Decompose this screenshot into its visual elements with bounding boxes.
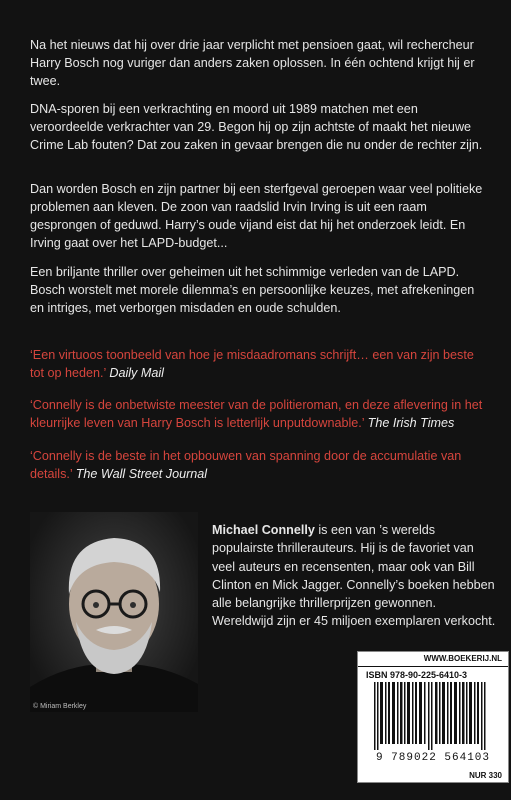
author-photo (30, 512, 198, 712)
barcode-digits: 9 789022 564103 (375, 752, 491, 764)
blurb-paragraph-1: Na het nieuws dat hij over drie jaar verplicht met pensioen gaat, wil rechercheur Harry Bosch nog vuriger dan anders zaken oplossen. In één ochtend krijgt hij er twee. (30, 38, 475, 88)
review-quote-1 (30, 346, 490, 382)
publisher-url: WWW.BOEKERIJ.NL (358, 652, 508, 667)
review-quote-3 (30, 447, 490, 483)
quote-source: Daily Mail (109, 366, 164, 380)
blurb-paragraph-2: DNA-sporen bij een verkrachting en moord uit 1989 matchen met een veroordeelde verkrachter van 29. Begon hij op zijn achtste of maakt het nieuwe Crime Lab fouten? Dat zou zaken in gevaar brengen die nu onder de rechter zijn. (30, 102, 483, 152)
quote-text: ‘Connelly is de onbetwiste meester van de politieroman, en deze aflevering in het kleurrijke leven van Harry Bosch is letterlijk unputdownable.’ (30, 398, 483, 430)
quote-text: ‘Connelly is de beste in het opbouwen van spanning door de accumulatie van details.’ (30, 449, 462, 481)
isbn-text: ISBN 978-90-225-6410-3 (366, 670, 468, 680)
blurb-paragraph-3: Dan worden Bosch en zijn partner bij een sterfgeval geroepen waar veel politieke problemen aan kleven. De zoon van raadslid Irvin Irving is uit een raam gesprongen of geduwd. Harry’s oude vijand eist dat hij het onderzoek leidt. En Irving gaat over het LAPD-budget... (30, 182, 483, 250)
quote-source: The Irish Times (367, 416, 455, 430)
photo-credit: © Miriam Berkley (33, 703, 87, 710)
nur-code: NUR 330 (469, 771, 502, 780)
quote-source: The Wall Street Journal (75, 467, 208, 481)
author-bio (212, 521, 497, 631)
review-quote-2 (30, 396, 490, 432)
barcode-label (357, 651, 509, 783)
barcode-icon (364, 682, 502, 750)
author-name: Michael Connelly (212, 523, 315, 537)
blurb-paragraph-4: Een briljante thriller over geheimen uit het schimmige verleden van de LAPD. Bosch worstelt met morele dilemma’s en persoonlijke keuzes, met afrekeningen en intriges, met verborgen misdaden en oude schulden. (30, 265, 475, 315)
author-bio-text: is een van ’s werelds populairste thrillerauteurs. Hij is de favoriet van veel auteurs en recensenten, maar ook van Bill Clinton en Mick Jagger. Connelly’s boeken hebben alle belangrijke thrillerprijzen gewonnen. Wereldwijd zijn er 45 miljoen exemplaren verkocht. (212, 523, 496, 629)
quote-text: ‘Een virtuoos toonbeeld van hoe je misdaadromans schrijft… een van zijn beste tot op heden.’ (30, 348, 474, 380)
